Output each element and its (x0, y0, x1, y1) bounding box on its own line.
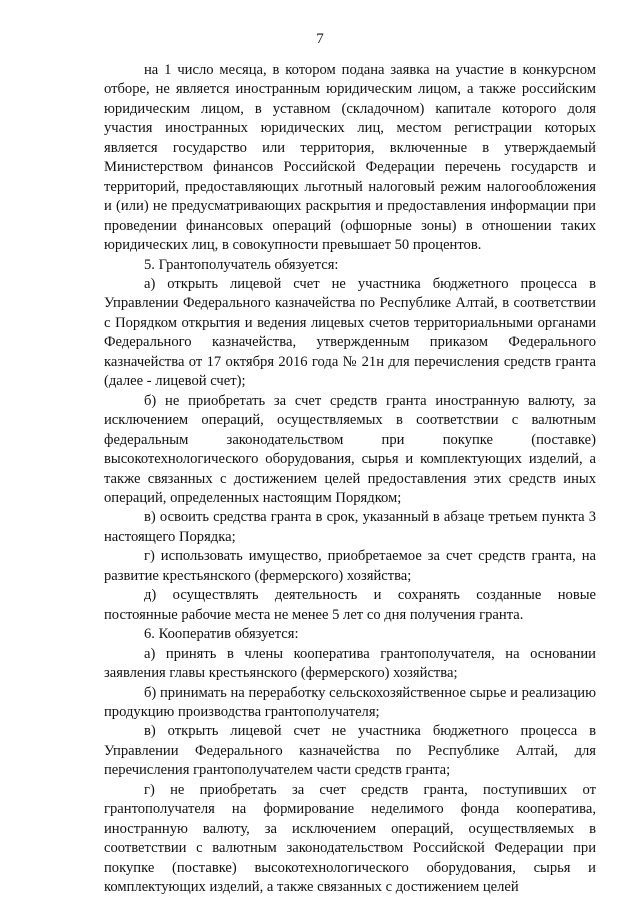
paragraph-item-5b: б) не приобретать за счет средств гранта иностранную валюту, за исключением операций, осуществляемых в соответствии с валютным федеральным законодательством при покупке (поставке) высокотехнологического оборудования, сырья и комплектующих изделий, а также связанных с достижением целей предоставления этих средств иных операций, определенных настоящим Порядком; (104, 392, 596, 506)
paragraph-item-6a: а) принять в члены кооператива грантополучателя, на основании заявления главы крестьянского (фермерского) хозяйства; (104, 645, 596, 682)
paragraph-item-6-heading: 6. Кооператив обязуется: (144, 626, 299, 643)
paragraph-item-5a: а) открыть лицевой счет не участника бюджетного процесса в Управлении Федерального казначейства по Республике Алтай, в соответствии с Порядком открытия и ведения лицевых счетов территориальными органами Федерального казначейства, утвержденным приказом Федерального казначейства от 17 октября 2016 года № 21н для перечисления средств гранта (далее - лицевой счет); (104, 275, 596, 390)
document-body (104, 61, 596, 897)
page-number: 7 (316, 31, 324, 47)
paragraph-item-5d: д) осуществлять деятельность и сохранять созданные новые постоянные рабочие места не менее 5 лет со дня получения гранта. (104, 587, 596, 623)
paragraph-item-6v: в) открыть лицевой счет не участника бюджетного процесса в Управлении Федерального казначейства по Республике Алтай, для перечисления грантополучателем части средств гранта; (104, 723, 596, 779)
paragraph-item-6b: б) принимать на переработку сельскохозяйственное сырье и реализацию продукцию производства грантополучателя; (104, 684, 596, 720)
paragraph-item-6g: г) не приобретать за счет средств гранта, поступивших от грантополучателя на формирование неделимого фонда кооператива, иностранную валюту, за исключением операций, осуществляемых в соответствии с валютным законодательством Российской Федерации при покупке (поставке) высокотехнологического оборудования, сырья и комплектующих изделий, а также связанных с достижением целей (104, 781, 596, 896)
paragraph-item-5g: г) использовать имущество, приобретаемое за счет средств гранта, на развитие крестьянского (фермерского) хозяйства; (104, 548, 596, 584)
paragraph-continuation: на 1 число месяца, в котором подана заявка на участие в конкурсном отборе, не является иностранным юридическим лицом, а также российским юридическим лицом, в уставном (складочном) капитале которого доля участия иностранных юридических лиц, местом регистрации которых является государство или территория, включенные в утверждаемый Министерством финансов Российской Федерации перечень государств и территорий, предоставляющих льготный налоговый режим налогообложения и (или) не предусматривающих раскрытия и предоставления информации при проведении финансовых операций (офшорные зоны) в отношении таких юридических лиц, в совокупности превышает 50 процентов. (104, 62, 596, 254)
paragraph-item-5v: в) освоить средства гранта в срок, указанный в абзаце третьем пункта 3 настоящего Порядка; (104, 509, 596, 545)
paragraph-item-5-heading: 5. Грантополучатель обязуется: (144, 256, 339, 273)
